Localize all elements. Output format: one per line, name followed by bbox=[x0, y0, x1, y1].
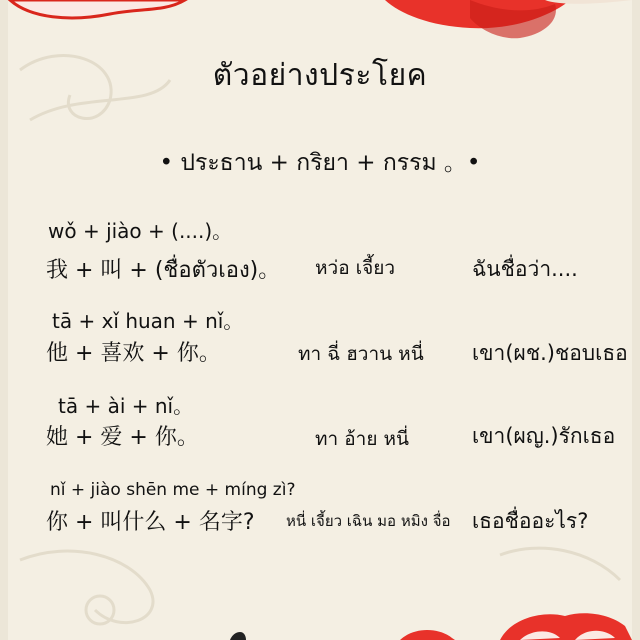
example-meaning: ฉันชื่อว่า.... bbox=[472, 257, 578, 281]
example-thai-reading: หนี่ เจี้ยว เฉิน มอ หมิง จื่อ bbox=[286, 512, 451, 530]
example-hanzi: 你 + 叫什么 + 名字? bbox=[46, 510, 255, 535]
example-thai-reading: ทา อ้าย หนี่ bbox=[315, 428, 409, 450]
example-hanzi: 她 + 爱 + 你。 bbox=[46, 425, 199, 450]
example-pinyin: wǒ + jiào + (....)。 bbox=[48, 219, 233, 243]
page-title: ตัวอย่างประโยค bbox=[212, 58, 428, 93]
example-hanzi: 我 + 叫 + (ชื่อตัวเอง)。 bbox=[46, 258, 281, 283]
example-pinyin: tā + ài + nǐ。 bbox=[58, 394, 194, 418]
red-cloud-decoration-top bbox=[0, 0, 640, 60]
example-thai-reading: ทา ฉี่ ฮวาน หนี่ bbox=[298, 343, 424, 365]
example-meaning: เขา(ผช.)ชอบเธอ bbox=[472, 341, 628, 365]
sentence-formula: • ประธาน + กริยา + กรรม 。• bbox=[159, 150, 481, 176]
example-pinyin: nǐ + jiào shēn me + míng zì? bbox=[50, 480, 296, 500]
red-cloud-decoration-bottom bbox=[0, 580, 640, 640]
example-thai-reading: หว่อ เจี้ยว bbox=[315, 257, 396, 279]
example-hanzi: 他 + 喜欢 + 你。 bbox=[46, 341, 221, 366]
example-pinyin: tā + xǐ huan + nǐ。 bbox=[52, 309, 244, 333]
example-meaning: เธอชื่ออะไร? bbox=[472, 509, 589, 533]
example-meaning: เขา(ผญ.)รักเธอ bbox=[472, 424, 616, 448]
